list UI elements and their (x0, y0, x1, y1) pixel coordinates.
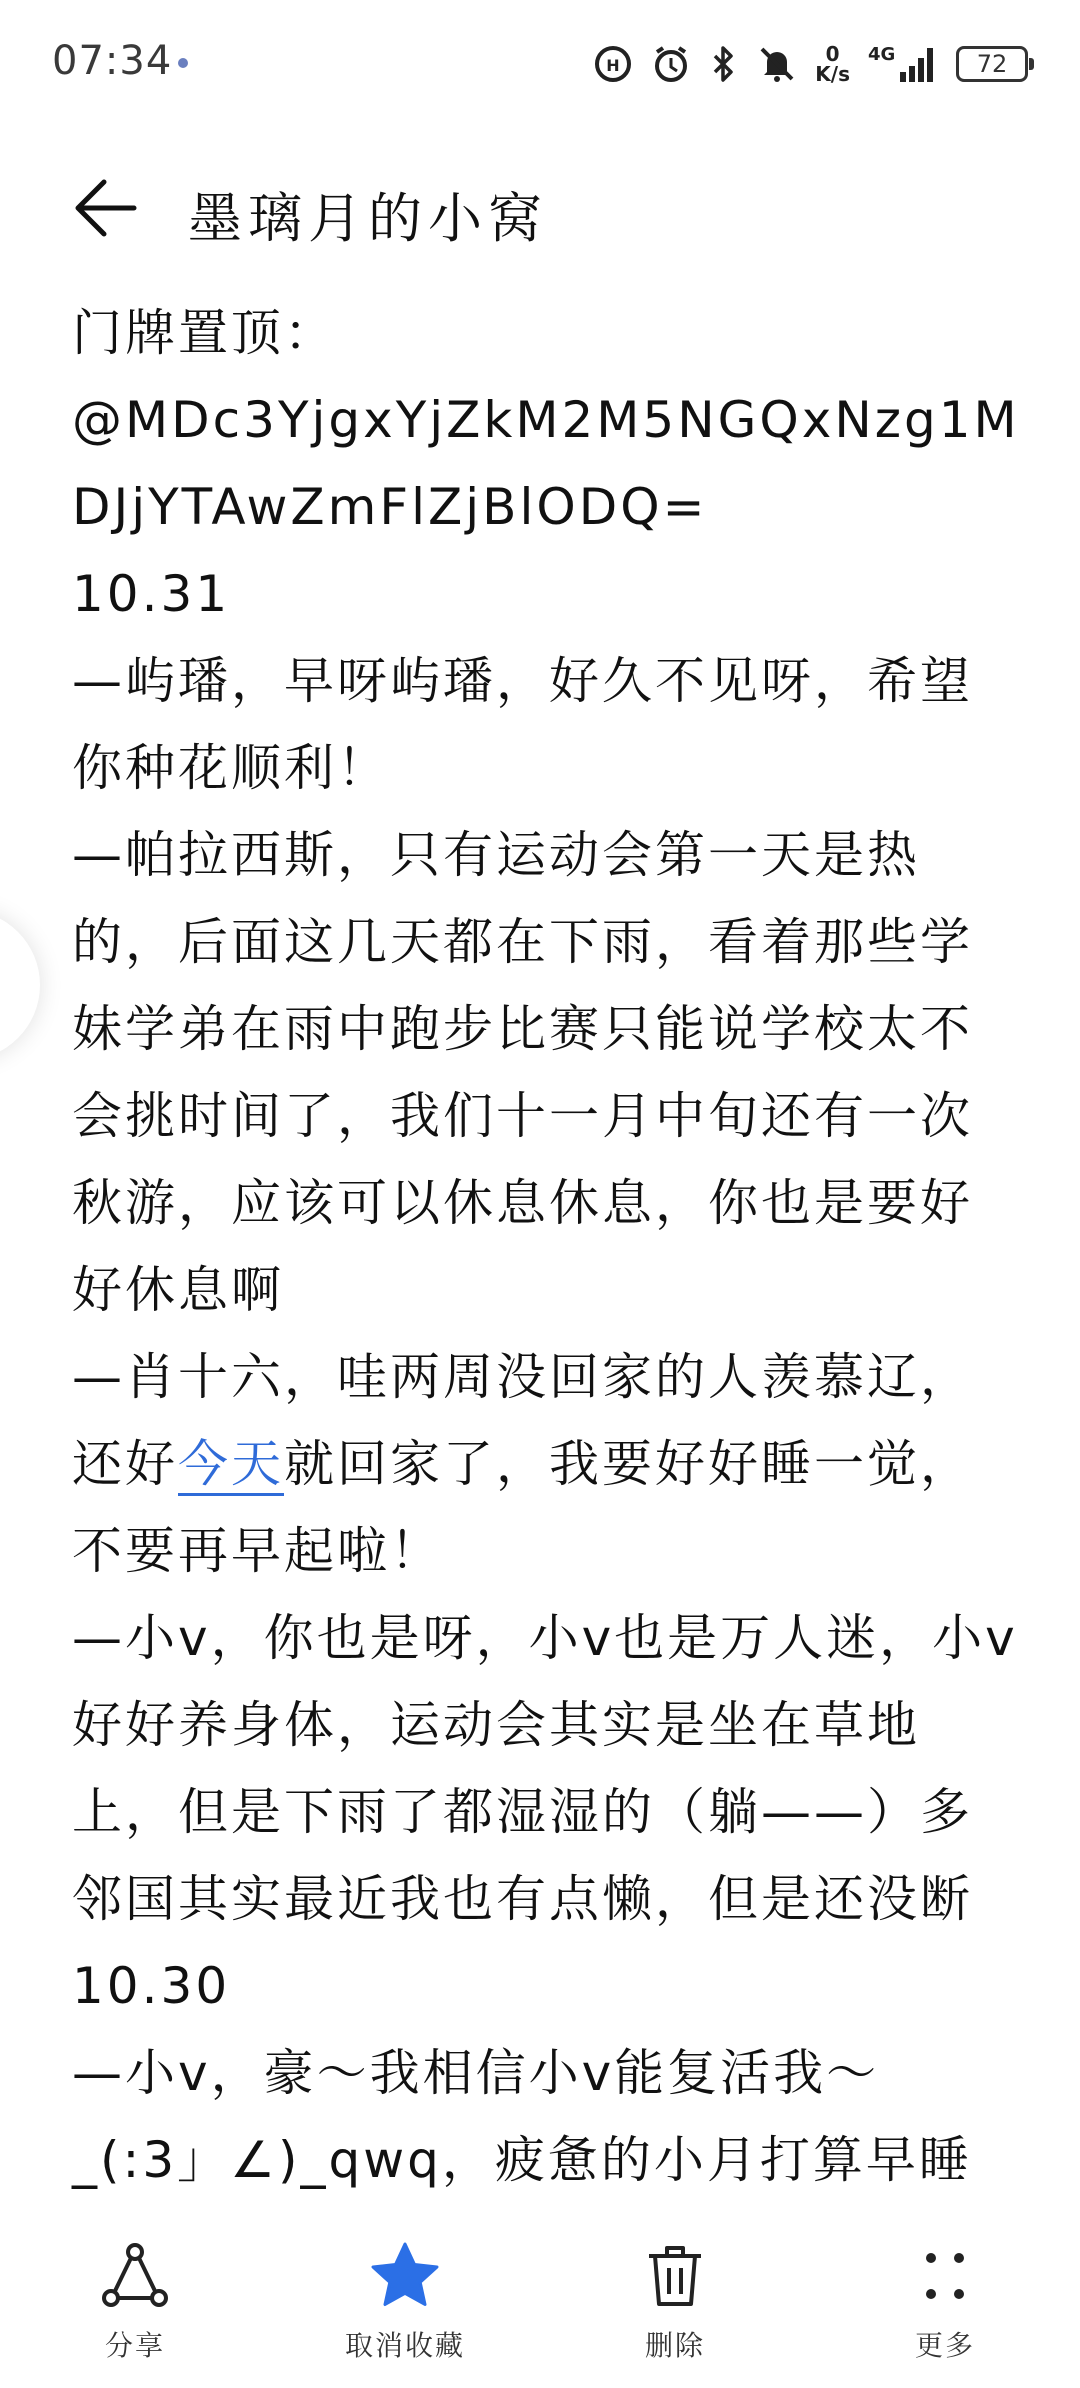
star-icon (367, 2238, 443, 2314)
network-speed-icon (815, 44, 850, 84)
share-icon (99, 2240, 171, 2312)
alarm-icon (651, 44, 691, 84)
floating-side-handle[interactable] (0, 910, 40, 1060)
content-date: 10.31 (72, 565, 231, 623)
net-speed-value: 0 (825, 42, 840, 66)
delete-label: 删除 (644, 2329, 705, 2362)
net-speed-unit: K/s (815, 62, 850, 86)
notification-dot-icon (178, 58, 188, 68)
header (0, 140, 1080, 280)
battery-icon (956, 46, 1028, 82)
more-dots-icon (909, 2240, 981, 2312)
back-arrow-icon (70, 172, 142, 244)
battery-level: 72 (976, 50, 1008, 78)
hd-call-icon (593, 44, 633, 84)
share-button[interactable] (15, 2220, 255, 2364)
content-text: 就回家了，我要好好睡一觉，不要再早起啦！ (72, 1435, 973, 1580)
more-label: 更多 (914, 2329, 975, 2362)
status-bar (0, 0, 1080, 120)
content-line: _(:3」∠)_qwq，疲惫的小月打算早睡 (72, 2131, 972, 2189)
note-content (72, 290, 1022, 2204)
content-line: —帕拉西斯，只有运动会第一天是热的，后面这几天都在下雨，看着那些学妹学弟在雨中跑步比赛只能说学校太不会挑时间了，我们十一月中旬还有一次秋游，应该可以休息休息，你也是要好好休息啊 (72, 826, 973, 1319)
svg-text:H: H (606, 56, 620, 75)
content-line: —小v，豪～我相信小v能复活我～ (72, 2044, 880, 2102)
content-date: 10.30 (72, 1957, 231, 2015)
mute-icon (757, 44, 797, 84)
unfavorite-button[interactable] (285, 2220, 525, 2364)
content-line: —屿璠，早呀屿璠，好久不见呀，希望你种花顺利！ (72, 652, 973, 797)
content-line: —小v，你也是呀，小v也是万人迷，小v好好养身体，运动会其实是坐在草地上，但是下雨了都湿湿的（躺——）多邻国其实最近我也有点懒，但是还没断 (72, 1609, 1018, 1928)
unfavorite-label: 取消收藏 (344, 2329, 465, 2362)
content-line: @MDc3YjgxYjZkM2M5NGQxNzg1MDJjYTAwZmFlZjBlODQ= (72, 391, 1020, 536)
date-link[interactable]: 今天 (178, 1435, 284, 1496)
content-text: —肖十六，哇两周没回家的人羡慕辽， (72, 1348, 973, 1406)
page-title: 墨璃月的小窝 (188, 187, 548, 250)
bluetooth-icon (709, 44, 739, 84)
signal-icon (868, 44, 938, 84)
network-type: 4G (868, 44, 896, 65)
share-label: 分享 (104, 2329, 165, 2362)
back-button[interactable] (70, 172, 142, 244)
delete-button[interactable] (555, 2220, 795, 2364)
trash-icon (639, 2240, 711, 2312)
status-icons (593, 36, 1028, 92)
content-line (72, 1334, 1022, 1595)
content-line: 门牌置顶： (72, 304, 337, 362)
status-time: 07:34 (52, 38, 173, 84)
more-button[interactable] (825, 2220, 1065, 2364)
content-text: 还好 (72, 1435, 178, 1493)
bottom-toolbar (0, 2220, 1080, 2388)
